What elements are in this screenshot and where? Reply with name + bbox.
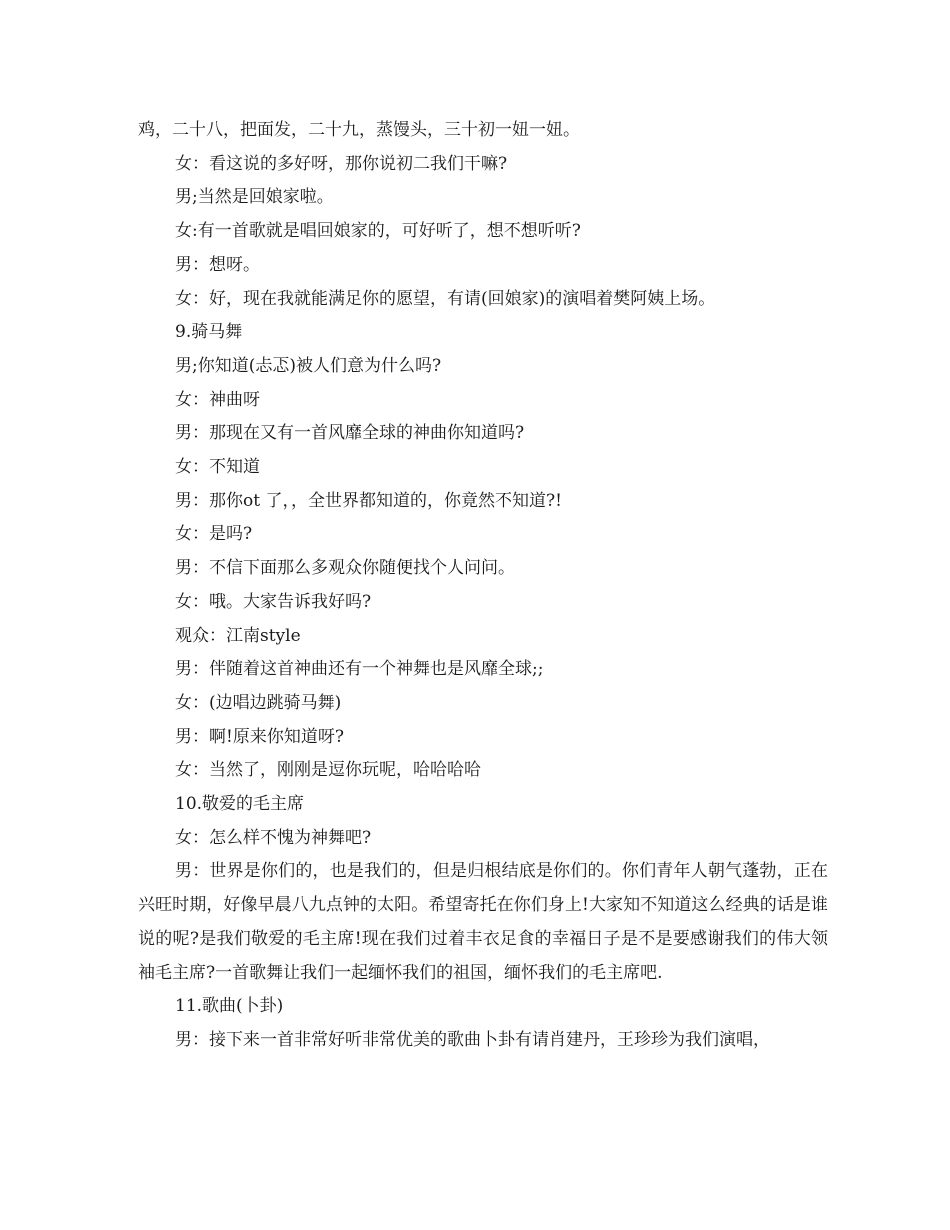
dialogue-line: 女：看这说的多好呀，那你说初二我们干嘛? (175, 153, 508, 174)
dialogue-line: 男：接下来一首非常好听非常优美的歌曲卜卦有请肖建丹，王珍珍为我们演唱， (175, 1029, 770, 1050)
dialogue-line: 女：(边唱边跳骑马舞) (175, 692, 342, 713)
dialogue-line: 男：那现在又有一首风靡全球的神曲你知道吗? (175, 423, 525, 444)
dialogue-line: 男：不信下面那么多观众你随便找个人问问。 (175, 558, 515, 579)
dialogue-line: 女：当然了，刚刚是逗你玩呢，哈哈哈哈 (175, 760, 481, 781)
dialogue-line: 女：不知道 (175, 457, 260, 478)
dialogue-paragraph: 男：世界是你们的，也是我们的，但是归根结底是你们的。你们青年人朝气蓬勃，正在兴旺时期，好像早晨八九点钟的太阳。希望寄托在你们身上!大家知不知道这么经典的话是谁说的呢?是我们敬爱的毛主席!现在我们过着丰衣足食的幸福日子是不是要感谢我们的伟大领袖毛主席?一首歌舞让我们一起缅怀我们的祖国，缅怀我们的毛主席吧. (138, 861, 828, 983)
dialogue-line: 女：神曲呀 (175, 389, 260, 410)
document-body (138, 114, 828, 1058)
dialogue-line: 男：伴随着这首神曲还有一个神舞也是风靡全球;; (175, 659, 544, 680)
dialogue-line: 男：想呀。 (175, 254, 260, 275)
dialogue-line: 男：那你ot 了，，全世界都知道的，你竟然不知道?! (175, 490, 562, 511)
dialogue-line: 男;你知道(忐忑)被人们意为什么吗? (175, 355, 442, 376)
text-line: 鸡，二十八，把面发，二十九，蒸馒头，三十初一妞一妞。 (138, 120, 580, 140)
dialogue-line: 女:有一首歌就是唱回娘家的，可好听了，想不想听听? (175, 221, 581, 242)
dialogue-line: 女：怎么样不愧为神舞吧? (175, 827, 372, 848)
dialogue-line: 女：好，现在我就能满足你的愿望，有请(回娘家)的演唱着樊阿姨上场。 (175, 288, 716, 309)
section-heading: 10.敬爱的毛主席 (175, 794, 305, 815)
section-heading: 11.歌曲(卜卦) (175, 996, 284, 1017)
dialogue-line: 男：啊!原来你知道呀? (175, 726, 344, 747)
dialogue-line: 女：哦。大家告诉我好吗? (175, 591, 372, 612)
dialogue-line: 观众：江南style (175, 625, 301, 646)
dialogue-line: 男;当然是回娘家啦。 (175, 187, 334, 208)
section-heading: 9.骑马舞 (175, 322, 243, 343)
dialogue-line: 女：是吗? (175, 524, 253, 545)
